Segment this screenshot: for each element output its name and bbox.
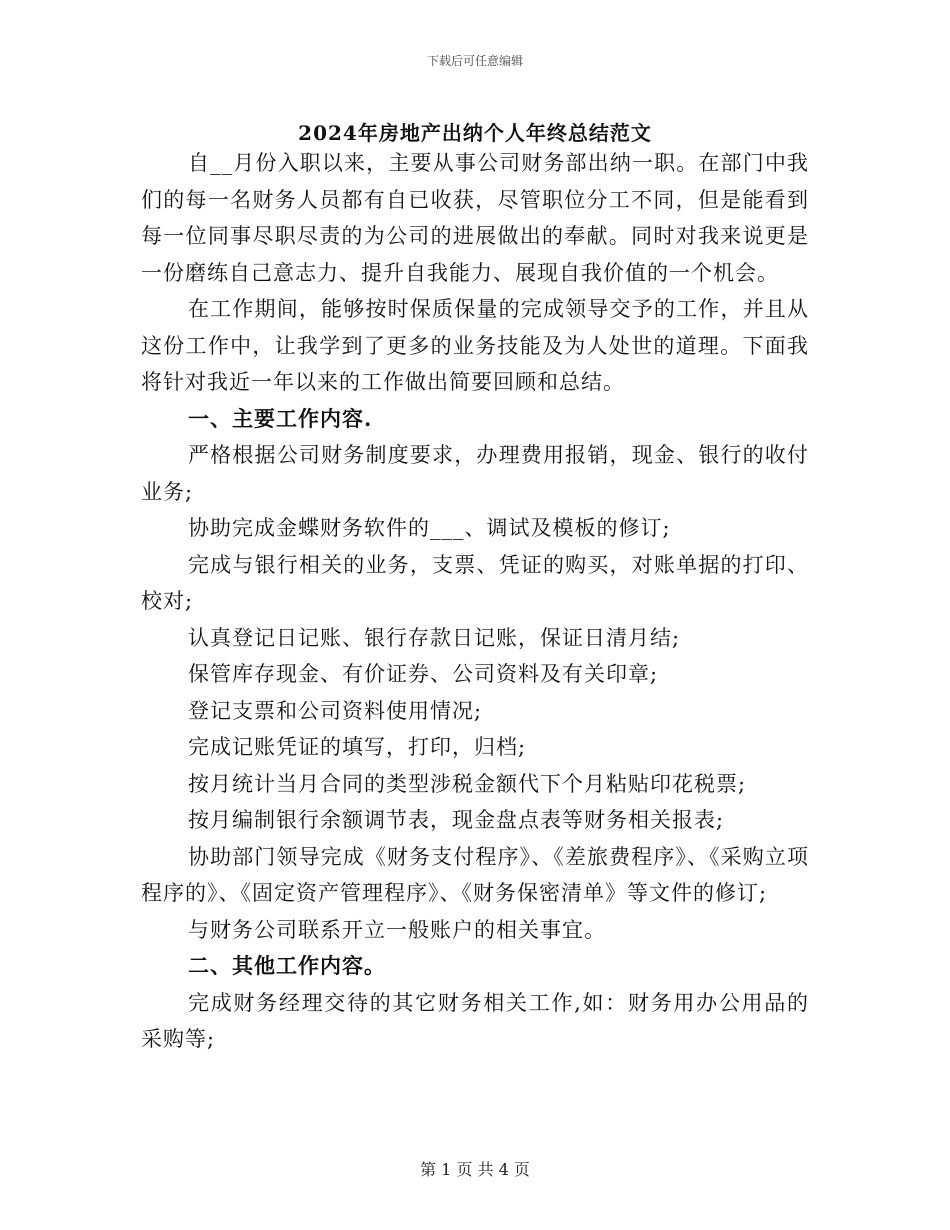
page-header: 下载后可任意编辑 (426, 54, 523, 68)
section-heading: 二、其他工作内容。 (188, 953, 386, 978)
work-item: 按月统计当月合同的类型涉税金额代下个月粘贴印花税票; (188, 771, 747, 796)
document-body (141, 145, 809, 1058)
work-item: 与财务公司联系开立一般账户的相关事宜。 (188, 917, 606, 942)
intro-paragraph: 在工作期间，能够按时保质保量的完成领导交予的工作，并且从这份工作中，让我学到了更多的业务技能及为人处世的道理。下面我将针对我近一年以来的工作做出简要回顾和总结。 (141, 297, 809, 394)
page-number: 第 1 页 共 4 页 (420, 1160, 530, 1179)
work-item: 保管库存现金、有价证券、公司资料及有关印章; (188, 662, 659, 686)
work-item: 完成记账凭证的填写，打印，归档; (188, 735, 527, 759)
work-item: 认真登记日记账、银行存款日记账，保证日清月结; (188, 625, 681, 650)
section-heading: 一、主要工作内容. (188, 405, 373, 431)
work-item: 协助部门领导完成《财务支付程序》、《差旅费程序》、《采购立项程序的》、《固定资产管理程序》、《财务保密清单》等文件的修订; (141, 844, 809, 905)
work-item: 严格根据公司财务制度要求，办理费用报销，现金、银行的收付业务; (141, 443, 809, 504)
work-item: 登记支票和公司资料使用情况; (188, 698, 483, 723)
document-title: 2024年房地产出纳个人年终总结范文 (298, 121, 652, 145)
work-item: 完成财务经理交待的其它财务相关工作,如：财务用办公用品的采购等; (141, 990, 809, 1051)
intro-paragraph: 自__月份入职以来，主要从事公司财务部出纳一职。在部门中我们的每一名财务人员都有自已收获，尽管职位分工不同，但是能看到每一位同事尽职尽责的为公司的进展做出的奉献。同时对我来说更是一份磨练自己意志力、提升自我能力、展现自我价值的一个机会。 (141, 151, 809, 285)
work-item: 完成与银行相关的业务，支票、凭证的购买，对账单据的打印、校对; (141, 552, 809, 613)
work-item: 按月编制银行余额调节表，现金盘点表等财务相关报表; (188, 808, 725, 832)
work-item: 协助完成金蝶财务软件的___、调试及模板的修订; (188, 516, 671, 540)
